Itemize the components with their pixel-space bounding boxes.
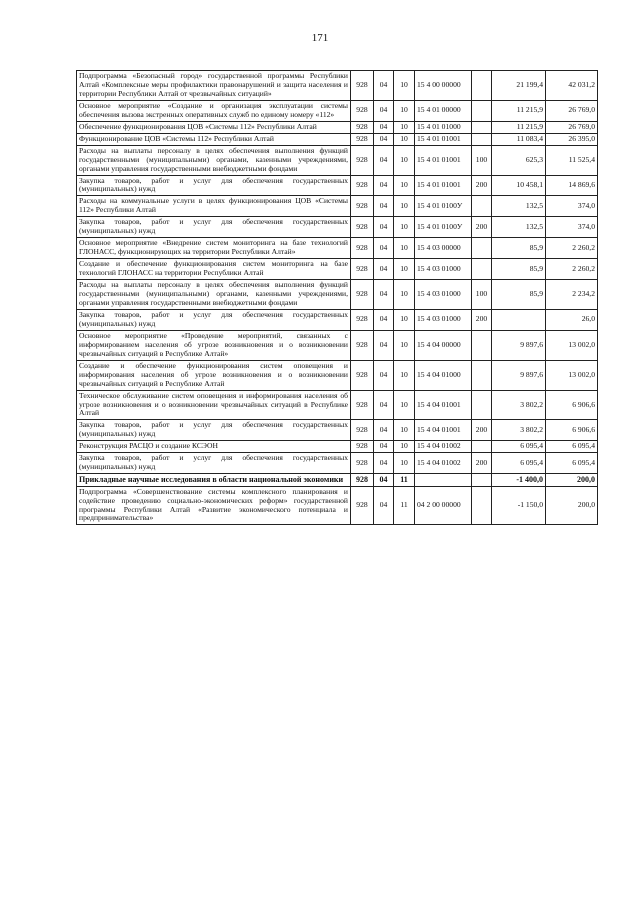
- amount-change: 85,9: [492, 280, 546, 310]
- ministry-code: 928: [351, 474, 374, 486]
- ministry-code: 928: [351, 121, 374, 133]
- page-number: 171: [311, 32, 329, 44]
- table-row: [77, 441, 598, 453]
- table-row: [77, 71, 598, 101]
- section-code: 04: [374, 453, 394, 474]
- amount-total: 11 525,4: [546, 145, 598, 175]
- amount-total: 6 906,6: [546, 420, 598, 441]
- target-article: 15 4 01 01001: [415, 133, 472, 145]
- expense-type: 200: [472, 420, 492, 441]
- target-article: 15 4 04 01002: [415, 441, 472, 453]
- subsection-code: 10: [394, 280, 415, 310]
- amount-total: 14 869,6: [546, 175, 598, 196]
- table-row: [77, 453, 598, 474]
- row-name: Закупка товаров, работ и услуг для обеспечения государственных (муниципальных) нужд: [77, 453, 351, 474]
- target-article: 15 4 03 01000: [415, 259, 472, 280]
- target-article: 15 4 03 01000: [415, 309, 472, 330]
- target-article: 15 4 00 00000: [415, 71, 472, 101]
- section-code: 04: [374, 390, 394, 420]
- subsection-code: 10: [394, 175, 415, 196]
- expense-type: 200: [472, 453, 492, 474]
- amount-change: 11 215,9: [492, 100, 546, 121]
- ministry-code: 928: [351, 420, 374, 441]
- target-article: 15 4 01 01000: [415, 121, 472, 133]
- row-name: Создание и обеспечение функционирования систем мониторинга на базе технологий ГЛОНАСС на территории Республики Алтай: [77, 259, 351, 280]
- section-code: 04: [374, 280, 394, 310]
- table-row: [77, 238, 598, 259]
- amount-total: 200,0: [546, 474, 598, 486]
- table-row: [77, 100, 598, 121]
- subsection-code: 10: [394, 196, 415, 217]
- row-name: Функционирование ЦОВ «Системы 112» Республики Алтай: [77, 133, 351, 145]
- amount-change: 6 095,4: [492, 453, 546, 474]
- table-row: [77, 259, 598, 280]
- row-name: Закупка товаров, работ и услуг для обеспечения государственных (муниципальных) нужд: [77, 217, 351, 238]
- row-name: Закупка товаров, работ и услуг для обеспечения государственных (муниципальных) нужд: [77, 309, 351, 330]
- expense-type: [472, 121, 492, 133]
- amount-total: 2 234,2: [546, 280, 598, 310]
- amount-change: 11 083,4: [492, 133, 546, 145]
- target-article: 15 4 04 01000: [415, 360, 472, 390]
- subsection-code: 10: [394, 145, 415, 175]
- section-code: 04: [374, 330, 394, 360]
- amount-change: 21 199,4: [492, 71, 546, 101]
- amount-change: 85,9: [492, 238, 546, 259]
- table-row: [77, 133, 598, 145]
- amount-change: 6 095,4: [492, 441, 546, 453]
- table-row: [77, 486, 598, 525]
- row-name: Подпрограмма «Совершенствование системы комплексного планирования и содействие проведению социально-экономических реформ» государственной программы Республики Алтай «Развитие экономического потенциала и предпринимательства»: [77, 486, 351, 525]
- amount-change: 10 458,1: [492, 175, 546, 196]
- amount-change: -1 150,0: [492, 486, 546, 525]
- section-code: 04: [374, 175, 394, 196]
- section-code: 04: [374, 238, 394, 259]
- subsection-code: 10: [394, 390, 415, 420]
- target-article: 15 4 04 01002: [415, 453, 472, 474]
- amount-total: 6 095,4: [546, 441, 598, 453]
- ministry-code: 928: [351, 309, 374, 330]
- amount-change: -1 400,0: [492, 474, 546, 486]
- section-code: 04: [374, 100, 394, 121]
- row-name: Техническое обслуживание систем оповещения и информирования населения об угрозе возникновения и о возникновении чрезвычайных ситуаций в Республике Алтай: [77, 390, 351, 420]
- subsection-code: 10: [394, 309, 415, 330]
- amount-total: 26 769,0: [546, 100, 598, 121]
- target-article: 15 4 01 0100У: [415, 196, 472, 217]
- section-code: 04: [374, 133, 394, 145]
- subsection-code: 10: [394, 121, 415, 133]
- section-code: 04: [374, 309, 394, 330]
- amount-total: 374,0: [546, 217, 598, 238]
- subsection-code: 11: [394, 486, 415, 525]
- subsection-code: 10: [394, 330, 415, 360]
- expense-type: [472, 133, 492, 145]
- row-name: Создание и обеспечение функционирования систем оповещения и информирования населения об угрозе возникновения и о возникновении чрезвычайных ситуаций в Республике Алтай: [77, 360, 351, 390]
- amount-total: 374,0: [546, 196, 598, 217]
- row-name: Подпрограмма «Безопасный город» государственной программы Республики Алтай «Комплексные меры профилактики правонарушений и защита населения и территории Республики Алтай от чрезвычайных ситуаций»: [77, 71, 351, 101]
- table-row: [77, 280, 598, 310]
- ministry-code: 928: [351, 196, 374, 217]
- section-code: 04: [374, 360, 394, 390]
- target-article: [415, 474, 472, 486]
- budget-table: [76, 70, 598, 525]
- expense-type: 100: [472, 145, 492, 175]
- row-name: Обеспечение функционирования ЦОВ «Системы 112» Республики Алтай: [77, 121, 351, 133]
- subsection-code: 10: [394, 420, 415, 441]
- amount-total: 13 002,0: [546, 360, 598, 390]
- subsection-code: 10: [394, 133, 415, 145]
- table-row: [77, 360, 598, 390]
- ministry-code: 928: [351, 100, 374, 121]
- ministry-code: 928: [351, 360, 374, 390]
- expense-type: [472, 71, 492, 101]
- amount-total: 2 260,2: [546, 259, 598, 280]
- section-code: 04: [374, 441, 394, 453]
- subsection-code: 11: [394, 474, 415, 486]
- amount-change: 132,5: [492, 217, 546, 238]
- table-row: [77, 145, 598, 175]
- target-article: 15 4 03 00000: [415, 238, 472, 259]
- ministry-code: 928: [351, 453, 374, 474]
- section-code: 04: [374, 196, 394, 217]
- row-name: Основное мероприятие «Внедрение систем мониторинга на базе технологий ГЛОНАСС, функционирующих на территории Республики Алтай»: [77, 238, 351, 259]
- section-code: 04: [374, 145, 394, 175]
- ministry-code: 928: [351, 280, 374, 310]
- row-name: Закупка товаров, работ и услуг для обеспечения государственных (муниципальных) нужд: [77, 175, 351, 196]
- ministry-code: 928: [351, 175, 374, 196]
- section-code: 04: [374, 217, 394, 238]
- expense-type: 200: [472, 309, 492, 330]
- expense-type: 200: [472, 217, 492, 238]
- amount-total: 2 260,2: [546, 238, 598, 259]
- subsection-code: 10: [394, 441, 415, 453]
- target-article: 15 4 01 0100У: [415, 217, 472, 238]
- subsection-code: 10: [394, 259, 415, 280]
- target-article: 15 4 01 01001: [415, 175, 472, 196]
- section-code: 04: [374, 474, 394, 486]
- table-row: [77, 309, 598, 330]
- ministry-code: 928: [351, 330, 374, 360]
- expense-type: [472, 474, 492, 486]
- table-row: [77, 420, 598, 441]
- amount-total: 26 395,0: [546, 133, 598, 145]
- table-row: [77, 175, 598, 196]
- expense-type: 200: [472, 175, 492, 196]
- amount-change: 625,3: [492, 145, 546, 175]
- amount-change: 9 897,6: [492, 360, 546, 390]
- subsection-code: 10: [394, 453, 415, 474]
- expense-type: 100: [472, 280, 492, 310]
- table-row: [77, 474, 598, 486]
- ministry-code: 928: [351, 71, 374, 101]
- row-name: Основное мероприятие «Проведение мероприятий, связанных с информированием населения об угрозе возникновения и о возникновении чрезвычайных ситуаций в Республике Алтай»: [77, 330, 351, 360]
- expense-type: [472, 486, 492, 525]
- ministry-code: 928: [351, 133, 374, 145]
- ministry-code: 928: [351, 238, 374, 259]
- target-article: 15 4 03 01000: [415, 280, 472, 310]
- section-code: 04: [374, 420, 394, 441]
- row-name: Основное мероприятие «Создание и организация эксплуатации системы обеспечения вызова экстренных оперативных служб по единому номеру «112»: [77, 100, 351, 121]
- expense-type: [472, 441, 492, 453]
- amount-total: 6 906,6: [546, 390, 598, 420]
- amount-change: 11 215,9: [492, 121, 546, 133]
- amount-change: [492, 309, 546, 330]
- table-row: [77, 196, 598, 217]
- expense-type: [472, 390, 492, 420]
- section-code: 04: [374, 486, 394, 525]
- subsection-code: 10: [394, 238, 415, 259]
- amount-total: 6 095,4: [546, 453, 598, 474]
- amount-change: 3 802,2: [492, 390, 546, 420]
- subsection-code: 10: [394, 217, 415, 238]
- table-row: [77, 217, 598, 238]
- target-article: 15 4 01 00000: [415, 100, 472, 121]
- target-article: 15 4 04 00000: [415, 330, 472, 360]
- row-name: Прикладные научные исследования в области национальной экономики: [77, 474, 351, 486]
- target-article: 15 4 04 01001: [415, 390, 472, 420]
- ministry-code: 928: [351, 390, 374, 420]
- target-article: 15 4 01 01001: [415, 145, 472, 175]
- subsection-code: 10: [394, 71, 415, 101]
- section-code: 04: [374, 259, 394, 280]
- row-name: Реконструкция РАСЦО и создание КСЭОН: [77, 441, 351, 453]
- amount-total: 26,0: [546, 309, 598, 330]
- section-code: 04: [374, 121, 394, 133]
- ministry-code: 928: [351, 217, 374, 238]
- row-name: Закупка товаров, работ и услуг для обеспечения государственных (муниципальных) нужд: [77, 420, 351, 441]
- expense-type: [472, 360, 492, 390]
- expense-type: [472, 196, 492, 217]
- table-row: [77, 330, 598, 360]
- table-row: [77, 390, 598, 420]
- target-article: 15 4 04 01001: [415, 420, 472, 441]
- ministry-code: 928: [351, 441, 374, 453]
- amount-total: 200,0: [546, 486, 598, 525]
- row-name: Расходы на коммунальные услуги в целях функционирования ЦОВ «Системы 112» Республики Алтай: [77, 196, 351, 217]
- table-row: [77, 121, 598, 133]
- target-article: 04 2 00 00000: [415, 486, 472, 525]
- amount-change: 132,5: [492, 196, 546, 217]
- amount-total: 26 769,0: [546, 121, 598, 133]
- expense-type: [472, 259, 492, 280]
- row-name: Расходы на выплаты персоналу в целях обеспечения выполнения функций государственными (муниципальными) органами, казенными учреждениями, органами управления государственными внебюджетными фондами: [77, 280, 351, 310]
- amount-total: 13 002,0: [546, 330, 598, 360]
- ministry-code: 928: [351, 486, 374, 525]
- amount-change: 3 802,2: [492, 420, 546, 441]
- expense-type: [472, 330, 492, 360]
- row-name: Расходы на выплаты персоналу в целях обеспечения выполнения функций государственными (муниципальными) органами, казенными учреждениями, органами управления государственными внебюджетными фондами: [77, 145, 351, 175]
- section-code: 04: [374, 71, 394, 101]
- amount-total: 42 031,2: [546, 71, 598, 101]
- subsection-code: 10: [394, 360, 415, 390]
- ministry-code: 928: [351, 145, 374, 175]
- subsection-code: 10: [394, 100, 415, 121]
- expense-type: [472, 238, 492, 259]
- ministry-code: 928: [351, 259, 374, 280]
- amount-change: 85,9: [492, 259, 546, 280]
- expense-type: [472, 100, 492, 121]
- amount-change: 9 897,6: [492, 330, 546, 360]
